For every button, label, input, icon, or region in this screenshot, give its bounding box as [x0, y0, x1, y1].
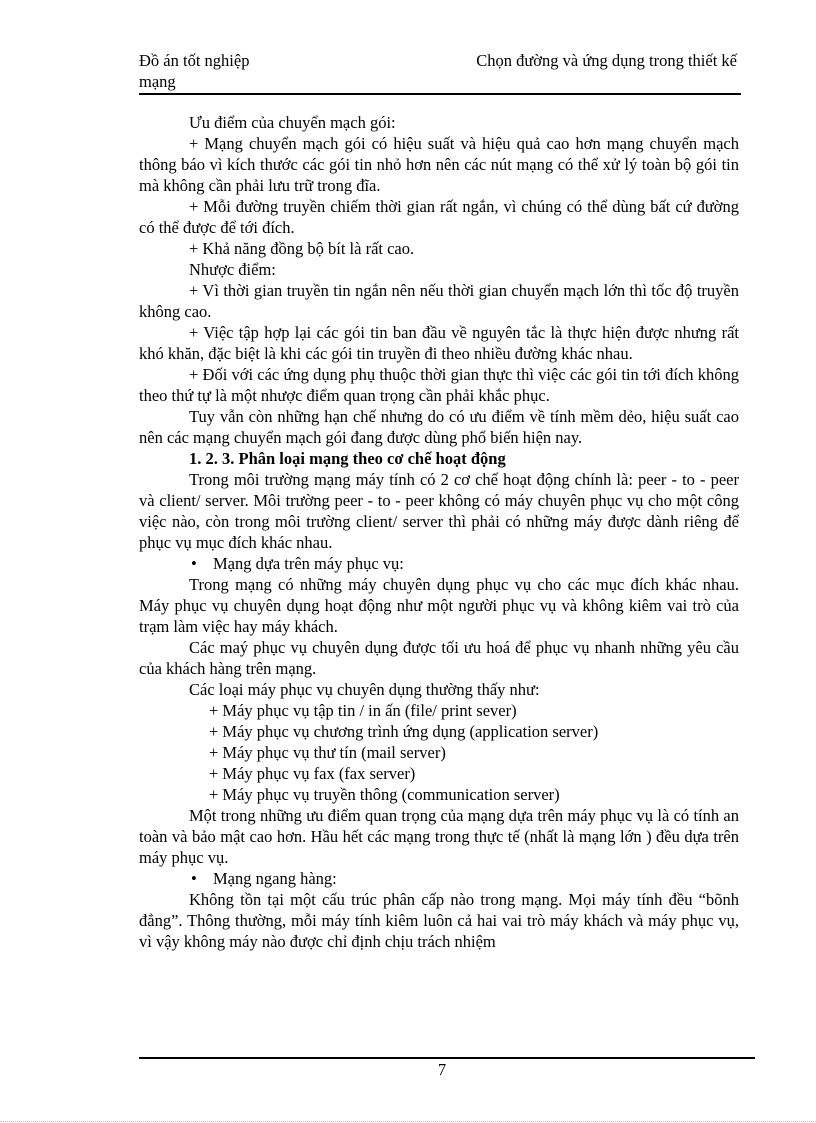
page-bottom-edge	[0, 1121, 816, 1122]
paragraph: Một trong những ưu điểm quan trọng của mạng dựa trên máy phục vụ là có tính an toàn và bảo mật cao hơn. Hầu hết các mạng trong thực tế (nhất là mạng lớn ) đều dựa trên máy phục vụ.	[139, 806, 739, 867]
paragraph: Tuy vẫn còn những hạn chế nhưng do có ưu điểm về tính mềm dẻo, hiệu suất cao nên các mạng chuyển mạch gói đang được dùng phổ biến hiện nay.	[139, 407, 739, 447]
paragraph: Các maý phục vụ chuyên dụng được tối ưu hoá để phục vụ nhanh những yêu cầu của khách hàng trên mạng.	[139, 638, 739, 678]
page-number: 7	[437, 1060, 447, 1079]
paragraph: + Đối với các ứng dụng phụ thuộc thời gian thực thì việc các gói tin tới đích không theo thứ tự là một nhược điểm quan trọng cần phải khắc phục.	[139, 365, 739, 405]
paragraph: Không tồn tại một cấu trúc phân cấp nào trong mạng. Mọi máy tính đều “bõnh đẳng”. Thông thường, mỗi máy tính kiêm luôn cả hai vai trò máy khách và máy phục vụ, vì vậy không máy nào được chỉ định chịu trách nhiệm	[139, 890, 739, 951]
bullet-text: Mạng ngang hàng:	[213, 869, 337, 888]
header-left-title: Đồ án tốt nghiệp	[139, 51, 250, 70]
paragraph: Nhược điểm:	[189, 260, 276, 279]
bullet-icon: •	[191, 869, 197, 888]
paragraph: + Máy phục vụ chương trình ứng dụng (application server)	[209, 722, 599, 741]
paragraph: Trong mạng có những máy chuyên dụng phục vụ cho các mục đích khác nhau. Máy phục vụ chuyên dụng hoạt động như một người phục vụ và không kiêm vai trò của trạm làm việc hay máy khách.	[139, 575, 739, 636]
paragraph: + Mạng chuyển mạch gói có hiệu suất và hiệu quả cao hơn mạng chuyển mạch thông báo vì kích thước các gói tin nhỏ hơn nên các nút mạng có thể xử lý toàn bộ gói tin mà không cần phải lưu trữ trong đĩa.	[139, 134, 739, 195]
paragraph: + Máy phục vụ fax (fax server)	[209, 764, 416, 783]
paragraph: + Việc tập hợp lại các gói tin ban đầu về nguyên tắc là thực hiện được nhưng rất khó khăn, đặc biệt là khi các gói tin truyền đi theo nhiều đường khác nhau.	[139, 323, 739, 363]
paragraph: + Mỗi đường truyền chiếm thời gian rất ngắn, vì chúng có thể dùng bất cứ đường có thể được để tới đích.	[139, 197, 739, 237]
paragraph: + Máy phục vụ thư tín (mail server)	[209, 743, 446, 762]
document-body	[139, 112, 739, 952]
bullet-item	[139, 553, 739, 574]
header-right-title: Chọn đường và ứng dụng trong thiết kế	[476, 51, 737, 70]
paragraph: Trong môi trường mạng máy tính có 2 cơ chế hoạt động chính là: peer - to - peer và client/ server. Môi trường peer - to - peer không có máy chuyên phục vụ cho một công việc nào, còn trong môi trường client/ server thì phải có những máy được dành riêng để phục vụ mục đích khác nhau.	[139, 470, 739, 552]
footer-divider	[139, 1057, 755, 1059]
header-divider	[139, 93, 741, 95]
paragraph: Ưu điểm của chuyển mạch gói:	[189, 113, 396, 132]
bullet-item	[139, 868, 739, 889]
bullet-icon: •	[191, 554, 197, 573]
paragraph: + Vì thời gian truyền tin ngắn nên nếu thời gian chuyển mạch lớn thì tốc độ truyền không cao.	[139, 281, 739, 321]
header-left-title-line2: mạng	[139, 72, 176, 91]
paragraph: + Máy phục vụ tập tin / in ấn (file/ print sever)	[209, 701, 517, 720]
section-heading: 1. 2. 3. Phân loại mạng theo cơ chế hoạt động	[189, 449, 506, 468]
bullet-text: Mạng dựa trên máy phục vụ:	[213, 554, 404, 573]
paragraph: + Máy phục vụ truyền thông (communication server)	[209, 785, 560, 804]
paragraph: + Khả năng đồng bộ bít là rất cao.	[189, 239, 415, 258]
paragraph: Các loại máy phục vụ chuyên dụng thường thấy như:	[189, 680, 540, 699]
